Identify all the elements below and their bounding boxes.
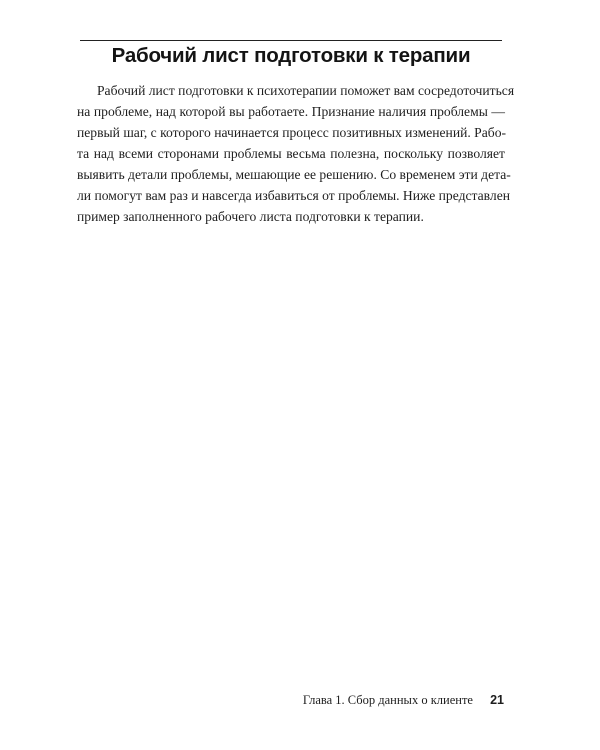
paragraph-line: первый шаг, с которого начинается процесс позитивных изменений. Рабо- [77,125,507,140]
paragraph-line: Рабочий лист подготовки к психотерапии поможет вам сосредоточиться [97,83,515,98]
paragraph-line: ли помогут вам раз и навсегда избавиться от проблемы. Ниже представлен [77,188,511,203]
running-footer-chapter: Глава 1. Сбор данных о клиенте [302,693,473,707]
paragraph-line: на проблеме, над которой вы работаете. Признание наличия проблемы — [77,104,505,119]
paragraph-line: пример заполненного рабочего листа подготовки к терапии. [77,209,424,224]
top-rule [80,40,502,41]
paragraph-line: выявить детали проблемы, мешающие ее решению. Со временем эти дета- [77,167,511,182]
paragraph-line: та над всеми сторонами проблемы весьма полезна, поскольку позволяет [77,146,505,161]
page-footer [303,693,504,708]
page-title: Рабочий лист подготовки к терапии [111,44,471,67]
page-number: 21 [490,693,504,707]
body-paragraph [77,80,515,227]
